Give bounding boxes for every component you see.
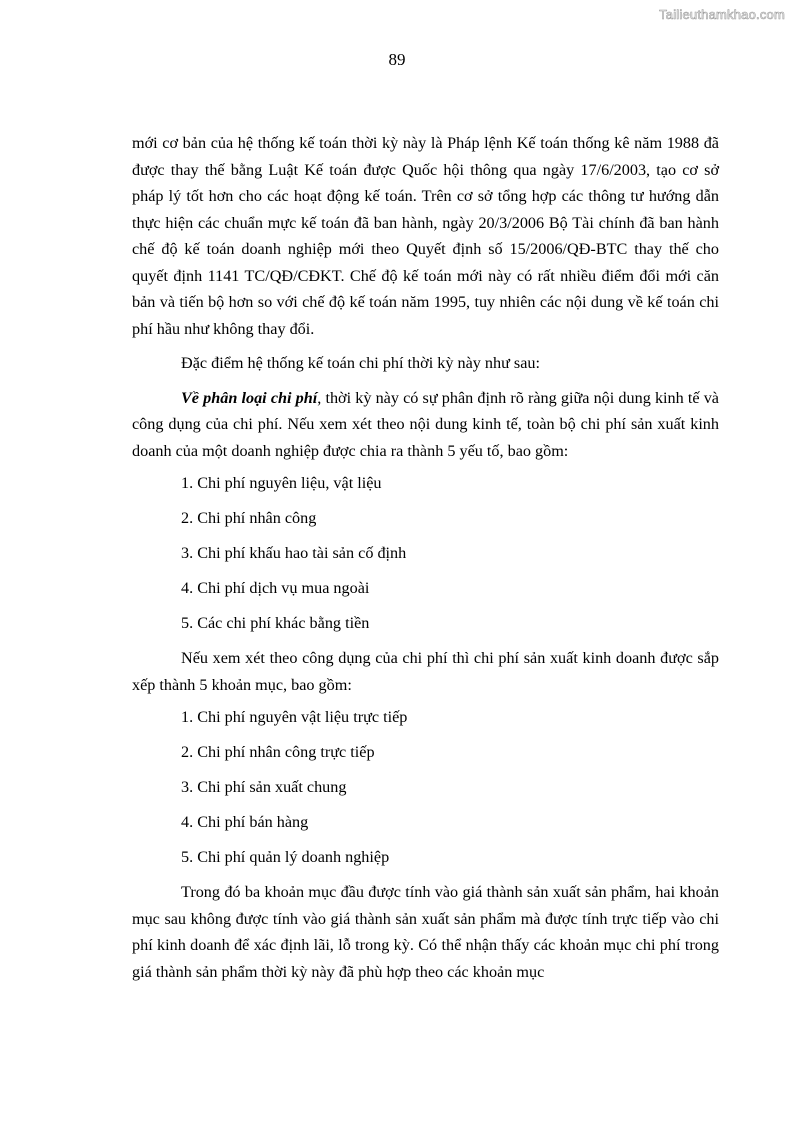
paragraph-features-heading: Đặc điểm hệ thống kế toán chi phí thời kỳ này như sau:	[181, 354, 540, 372]
watermark-text: Tailieuthamkhao.com	[659, 7, 785, 22]
paragraph-cost-classification-text: , thời kỳ này có sự phân định rõ ràng giữa nội dung kinh tế và công dụng của chi phí. Nếu xem xét theo nội dung kinh tế, toàn bộ chi phí sản xuất kinh doanh của một doanh nghiệp được chia ra thành 5 yếu tố, bao gồm:	[132, 388, 719, 460]
emphasis-cost-classification: Về phân loại chi phí	[181, 388, 318, 407]
list-item: 1. Chi phí nguyên vật liệu trực tiếp	[181, 708, 408, 726]
page-number: 89	[388, 50, 406, 69]
list-item: 3. Chi phí khấu hao tài sản cố định	[181, 544, 407, 562]
list-item: 2. Chi phí nhân công	[181, 509, 317, 527]
paragraph-intro: mới cơ bản của hệ thống kế toán thời kỳ này là Pháp lệnh Kế toán thống kê năm 1988 đã được thay thế bằng Luật Kế toán được Quốc hội thông qua ngày 17/6/2003, tạo cơ sở pháp lý tốt hơn cho các hoạt động kế toán. Trên cơ sở tổng hợp các thông tư hướng dẫn thực hiện các chuẩn mực kế toán đã ban hành, ngày 20/3/2006 Bộ Tài chính đã ban hành chế độ kế toán doanh nghiệp mới theo Quyết định số 15/2006/QĐ-BTC thay thế cho quyết định 1141 TC/QĐ/CĐKT. Chế độ kế toán mới này có rất nhiều điểm đổi mới căn bản và tiến bộ hơn so với chế độ kế toán năm 1995, tuy nhiên các nội dung về kế toán chi phí hầu như không thay đổi.	[132, 134, 719, 338]
list-item: 4. Chi phí bán hàng	[181, 813, 309, 831]
list-item: 1. Chi phí nguyên liệu, vật liệu	[181, 474, 382, 492]
cost-item-list	[132, 704, 719, 870]
list-item: 2. Chi phí nhân công trực tiếp	[181, 743, 375, 761]
paragraph-cost-classification	[132, 385, 719, 465]
document-body	[132, 130, 719, 985]
paragraph-cost-function: Nếu xem xét theo công dụng của chi phí thì chi phí sản xuất kinh doanh được sắp xếp thành 5 khoản mục, bao gồm:	[132, 649, 719, 694]
cost-element-list	[132, 470, 719, 636]
list-item: 4. Chi phí dịch vụ mua ngoài	[181, 579, 370, 597]
list-item: 3. Chi phí sản xuất chung	[181, 778, 347, 796]
list-item: 5. Các chi phí khác bằng tiền	[181, 614, 370, 632]
list-item: 5. Chi phí quản lý doanh nghiệp	[181, 848, 390, 866]
paragraph-conclusion: Trong đó ba khoản mục đầu được tính vào giá thành sản xuất sản phẩm, hai khoản mục sau không được tính vào giá thành sản xuất sản phẩm mà được tính trực tiếp vào chi phí kinh doanh để xác định lãi, lỗ trong kỳ. Có thể nhận thấy các khoản mục chi phí trong giá thành sản phẩm thời kỳ này đã phù hợp theo các khoản mục	[132, 883, 719, 981]
